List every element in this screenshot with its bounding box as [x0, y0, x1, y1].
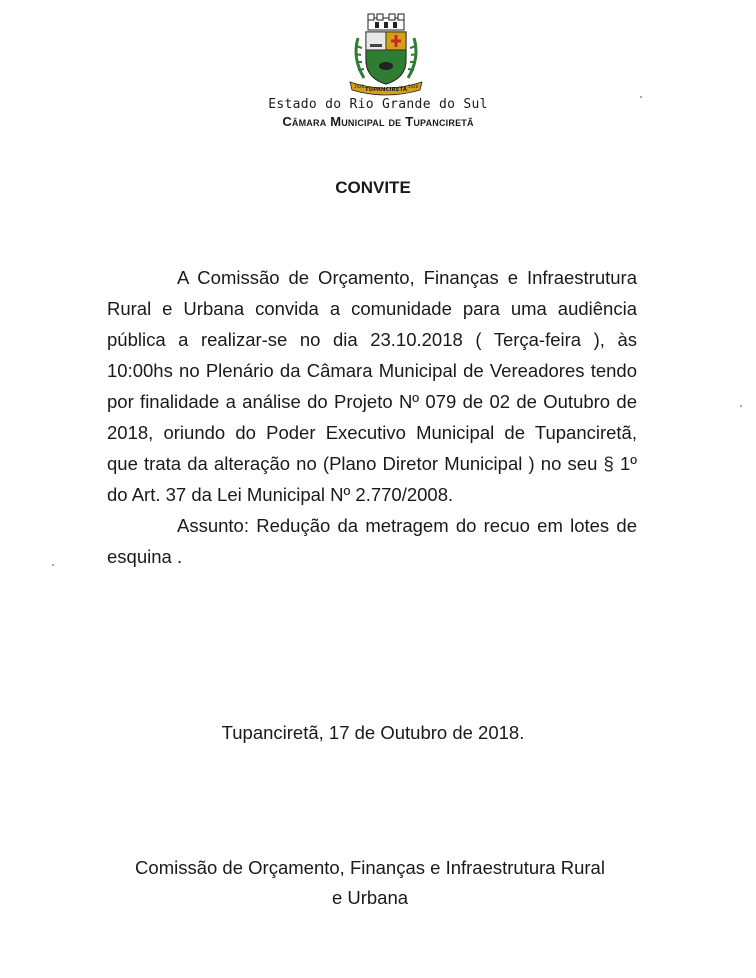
document-title: CONVITE — [335, 178, 411, 197]
crest-year-left: 1928 — [353, 84, 365, 89]
municipal-coat-of-arms-icon — [342, 8, 430, 96]
header-chamber-name: Câmara Municipal de Tupanciretã — [282, 114, 474, 129]
signature-line-1: Comissão de Orçamento, Finanças e Infraestrutura Rural — [135, 857, 605, 878]
date-location-line: Tupanciretã, 17 de Outubro de 2018. — [221, 722, 525, 743]
crest-ribbon-text: TUPANCIRETÃ — [364, 87, 408, 93]
scan-speck — [740, 405, 742, 407]
document-body — [107, 262, 637, 572]
scan-speck — [640, 96, 642, 98]
invitation-paragraph: A Comissão de Orçamento, Finanças e Infraestrutura Rural e Urbana convida a comunidade para uma audiência pública a realizar-se no dia 23.10.2018 ( Terça-feira ), às 10:00hs no Plenário da Câmara Municipal de Vereadores tendo por finalidade a análise do Projeto Nº 079 de 02 de Outubro de 2018, oriundo do Poder Executivo Municipal de Tupanciretã, que trata da alteração no (Plano Diretor Municipal ) no seu § 1º do Art. 37 da Lei Municipal Nº 2.770/2008. — [107, 267, 637, 505]
header-state-name: Estado do Rio Grande do Sul — [268, 97, 488, 112]
crest-year-right: 1928 — [407, 84, 419, 89]
scan-speck — [52, 564, 54, 566]
signature-block — [100, 853, 640, 913]
subject-paragraph: Assunto: Redução da metragem do recuo em lotes de esquina . — [107, 515, 637, 567]
signature-line-2: e Urbana — [331, 887, 409, 908]
